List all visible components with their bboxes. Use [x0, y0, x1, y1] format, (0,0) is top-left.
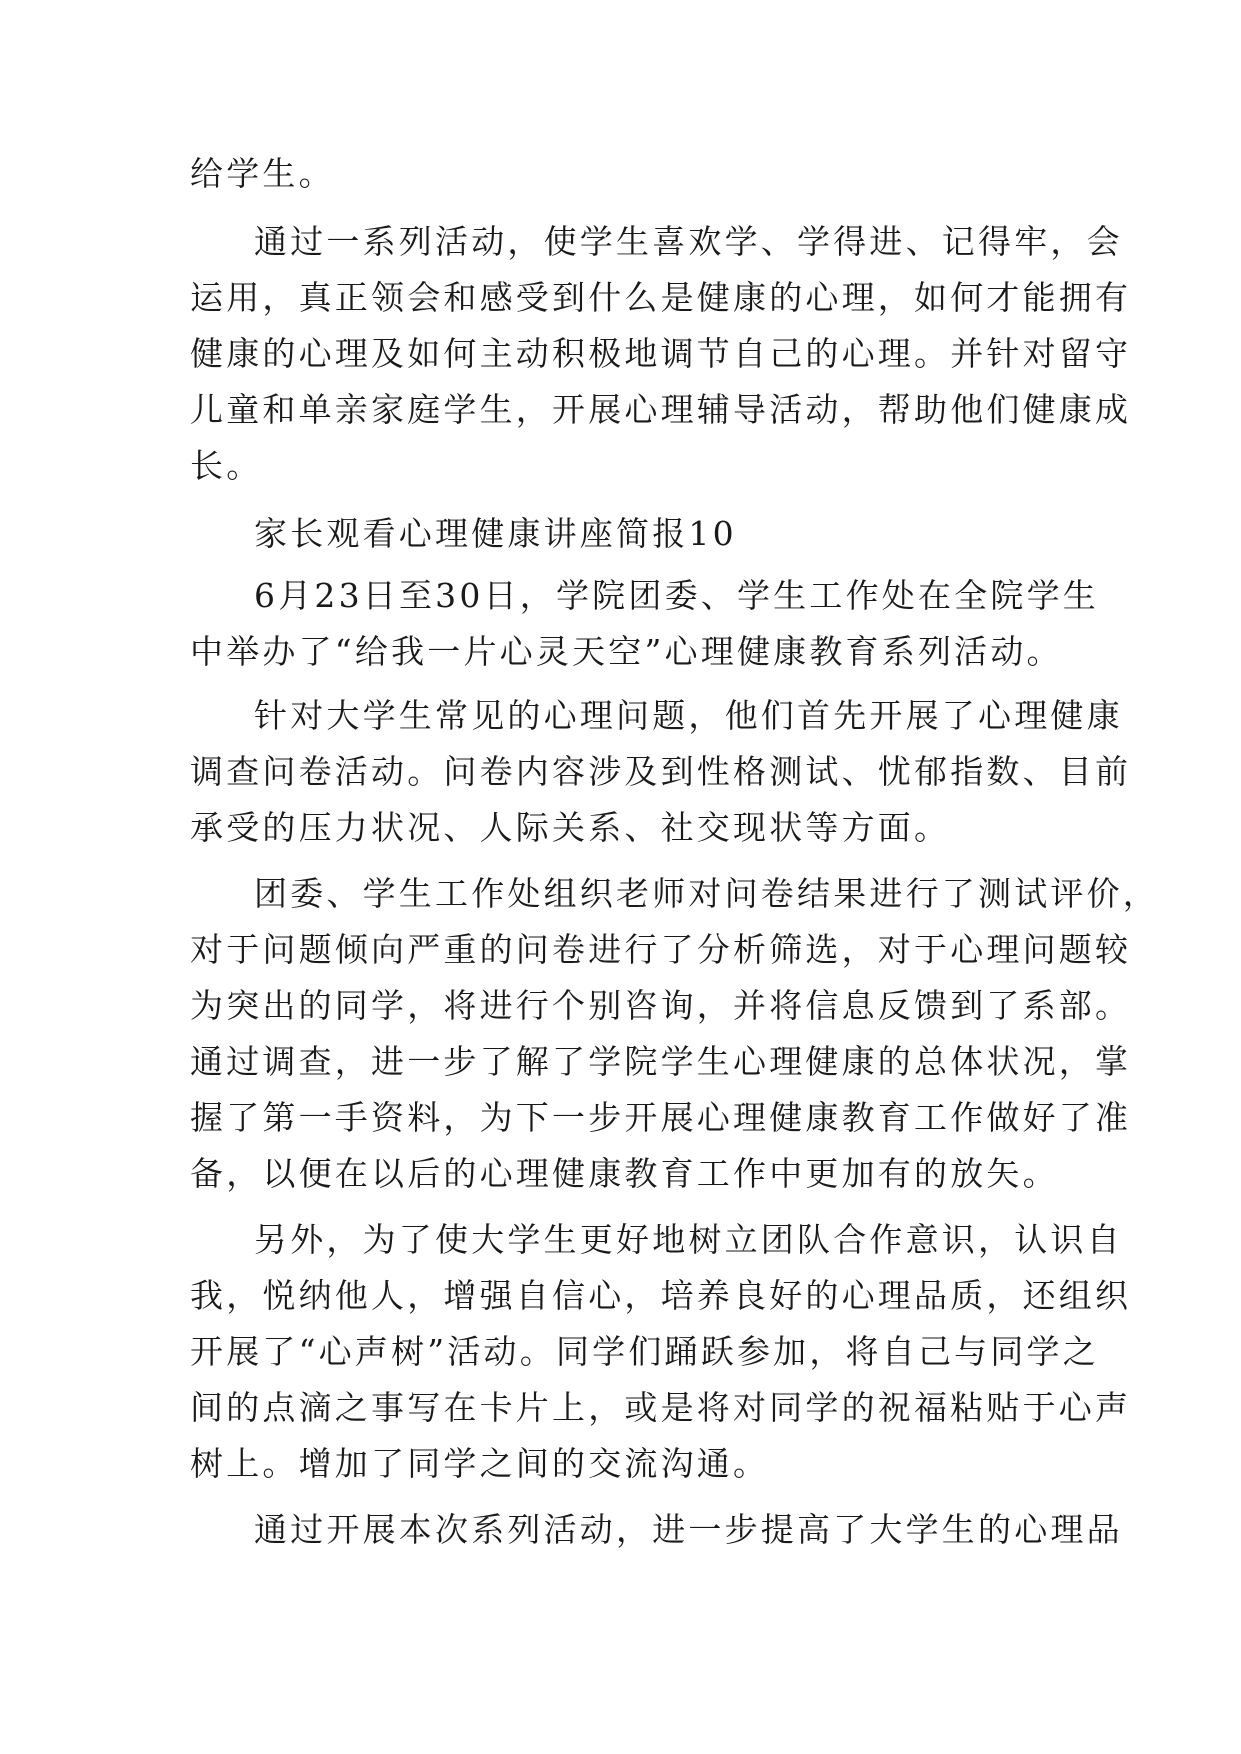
text-line: 运用，真正领会和感受到什么是健康的心理，如何才能拥有 — [190, 278, 1132, 317]
text-line: 备，以便在以后的心理健康教育工作中更加有的放矢。 — [190, 1154, 1059, 1193]
text-line: 我，悦纳他人，增强自信心，培养良好的心理品质，还组织 — [190, 1276, 1132, 1315]
text-line: 间的点滴之事写在卡片上，或是将对同学的祝福粘贴于心声 — [190, 1388, 1132, 1427]
text-line: 承受的压力状况、人际关系、社交现状等方面。 — [190, 808, 951, 847]
text-line: 另外，为了使大学生更好地树立团队合作意识，认识自 — [254, 1220, 1123, 1259]
text-line: 树上。增加了同学之间的交流沟通。 — [190, 1444, 770, 1483]
text-line: 通过一系列活动，使学生喜欢学、学得进、记得牢，会 — [254, 222, 1123, 261]
text-line: 针对大学生常见的心理问题，他们首先开展了心理健康 — [254, 696, 1123, 735]
text-line: 握了第一手资料，为下一步开展心理健康教育工作做好了准 — [190, 1098, 1132, 1137]
text-line: 长。 — [190, 446, 263, 485]
text-line: 开展了“心声树”活动。同学们踊跃参加，将自己与同学之 — [190, 1332, 1099, 1371]
text-line: 团委、学生工作处组织老师对问卷结果进行了测试评价， — [254, 874, 1159, 913]
text-line: 健康的心理及如何主动积极地调节自己的心理。并针对留守 — [190, 334, 1132, 373]
text-line: 通过调查，进一步了解了学院学生心理健康的总体状况，掌 — [190, 1042, 1132, 1081]
text-line: 儿童和单亲家庭学生，开展心理辅导活动，帮助他们健康成 — [190, 390, 1132, 429]
text-line: 中举办了“给我一片心灵天空”心理健康教育系列活动。 — [190, 632, 1063, 671]
text-line: 6月23日至30日，学院团委、学生工作处在全院学生 — [254, 576, 1099, 615]
section-heading: 家长观看心理健康讲座简报10 — [254, 514, 737, 553]
text-line: 通过开展本次系列活动，进一步提高了大学生的心理品 — [254, 1510, 1123, 1549]
text-line: 对于问题倾向严重的问卷进行了分析筛选，对于心理问题较 — [190, 930, 1132, 969]
text-line: 给学生。 — [190, 154, 335, 193]
text-line: 为突出的同学，将进行个别咨询，并将信息反馈到了系部。 — [190, 986, 1132, 1025]
text-line: 调查问卷活动。问卷内容涉及到性格测试、忧郁指数、目前 — [190, 752, 1132, 791]
